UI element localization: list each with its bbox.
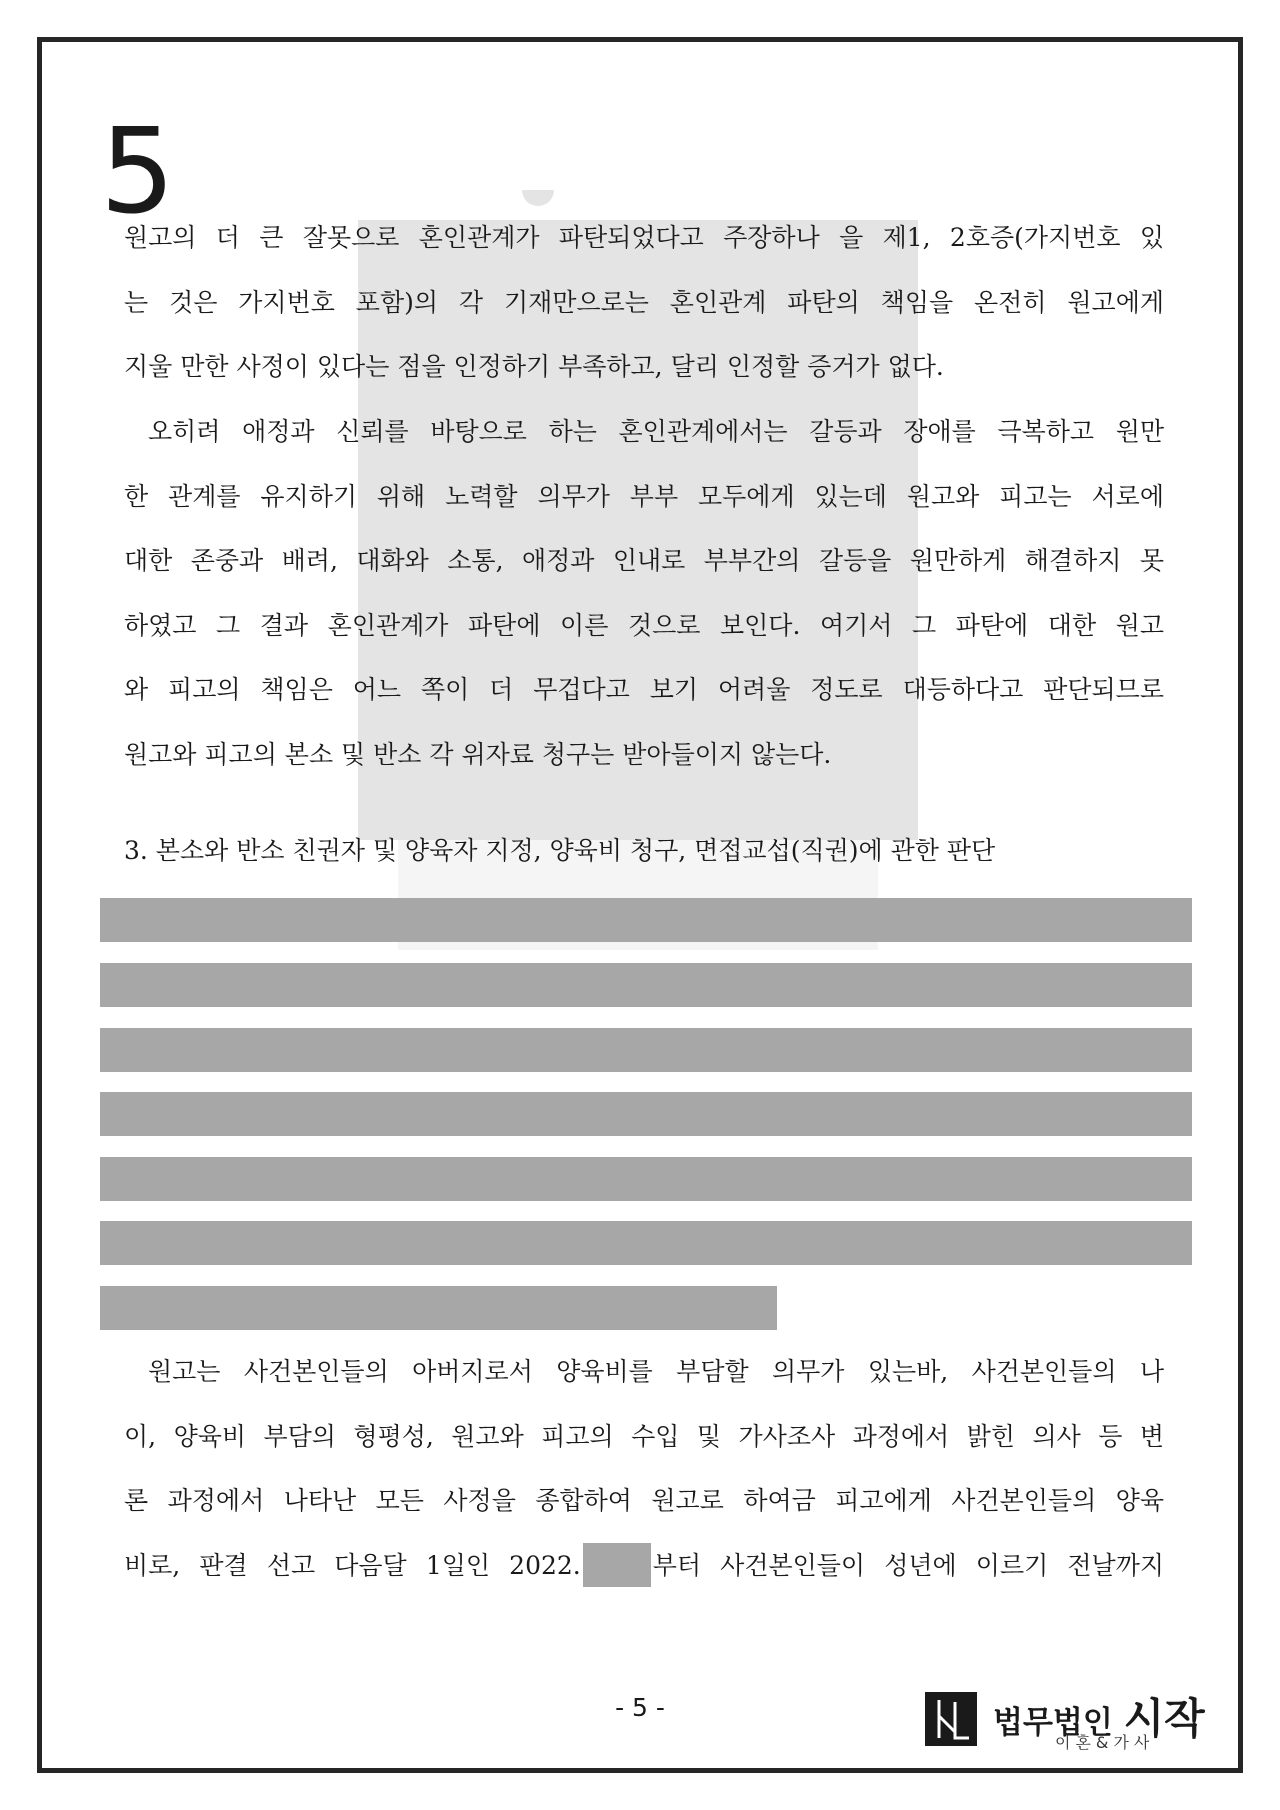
text-line: 한 관계를 유지하기 위해 노력할 의무가 부부 모두에게 있는데 원고와 피고는 서로에	[124, 481, 1164, 511]
text-line: 는 것은 가지번호 포함)의 각 기재만으로는 혼인관계 파탄의 책임을 온전히 원고에게	[124, 287, 1164, 317]
redaction-bar	[100, 1221, 1192, 1265]
text-line: 원고는 사건본인들의 아버지로서 양육비를 부담할 의무가 있는바, 사건본인들의 나	[148, 1357, 1164, 1386]
text-line: 원고의 더 큰 잘못으로 혼인관계가 파탄되었다고 주장하나 을 제1, 2호증(가지번호 있	[124, 223, 1164, 252]
logo-subtitle: 이혼&가사	[1055, 1733, 1155, 1752]
logo-name-main: 시작	[1123, 1694, 1205, 1743]
text-fragment: 비로, 판결 선고 다음달 1일인 2022.	[124, 1550, 581, 1580]
redaction-bar	[100, 1286, 777, 1330]
redaction-bar	[100, 1092, 1192, 1136]
law-firm-logo-icon	[925, 1692, 977, 1746]
redaction-bar	[100, 1157, 1192, 1201]
page-number-large: 5	[100, 102, 176, 240]
text-line: 하였고 그 결과 혼인관계가 파탄에 이른 것으로 보인다. 여기서 그 파탄에 대한 원고	[124, 610, 1164, 640]
text-line: 이, 양육비 부담의 형평성, 원고와 피고의 수입 및 가사조사 과정에서 밝힌 의사 등 변	[124, 1421, 1164, 1451]
text-line: 원고와 피고의 본소 및 반소 각 위자료 청구는 받아들이지 않는다.	[124, 739, 832, 769]
paragraph-1	[124, 206, 1164, 400]
redaction-bar	[100, 898, 1192, 942]
redaction-bar	[100, 963, 1192, 1007]
text-line: 지울 만한 사정이 있다는 점을 인정하기 부족하고, 달리 인정할 증거가 없다.	[124, 352, 944, 381]
paragraph-3	[124, 1340, 1164, 1598]
redaction-inline	[583, 1543, 651, 1587]
section-heading-text: 3. 본소와 반소 친권자 및 양육자 지정, 양육비 청구, 면접교섭(직권)에 관한 판단	[124, 836, 996, 865]
text-line	[124, 1534, 1164, 1599]
text-line: 대한 존중과 배려, 대화와 소통, 애정과 인내로 부부간의 갈등을 원만하게 해결하지 못	[124, 546, 1164, 575]
law-firm-logo	[925, 1690, 1215, 1750]
logo-name-prefix: 법무법인	[993, 1705, 1113, 1741]
paragraph-2	[124, 400, 1164, 787]
text-line: 론 과정에서 나타난 모든 사정을 종합하여 원고로 하여금 피고에게 사건본인들의 양육	[124, 1486, 1164, 1515]
text-fragment: 부터 사건본인들이 성년에 이르기 전날까지	[652, 1550, 1164, 1580]
text-line: 오히려 애정과 신뢰를 바탕으로 하는 혼인관계에서는 갈등과 장애를 극복하고 원만	[148, 417, 1164, 446]
section-heading-3	[124, 819, 1164, 884]
footer-page-number: - 5 -	[615, 1693, 665, 1722]
text-line: 와 피고의 책임은 어느 쪽이 더 무겁다고 보기 어려울 정도로 대등하다고 판단되므로	[124, 675, 1164, 704]
redaction-bar	[100, 1028, 1192, 1072]
